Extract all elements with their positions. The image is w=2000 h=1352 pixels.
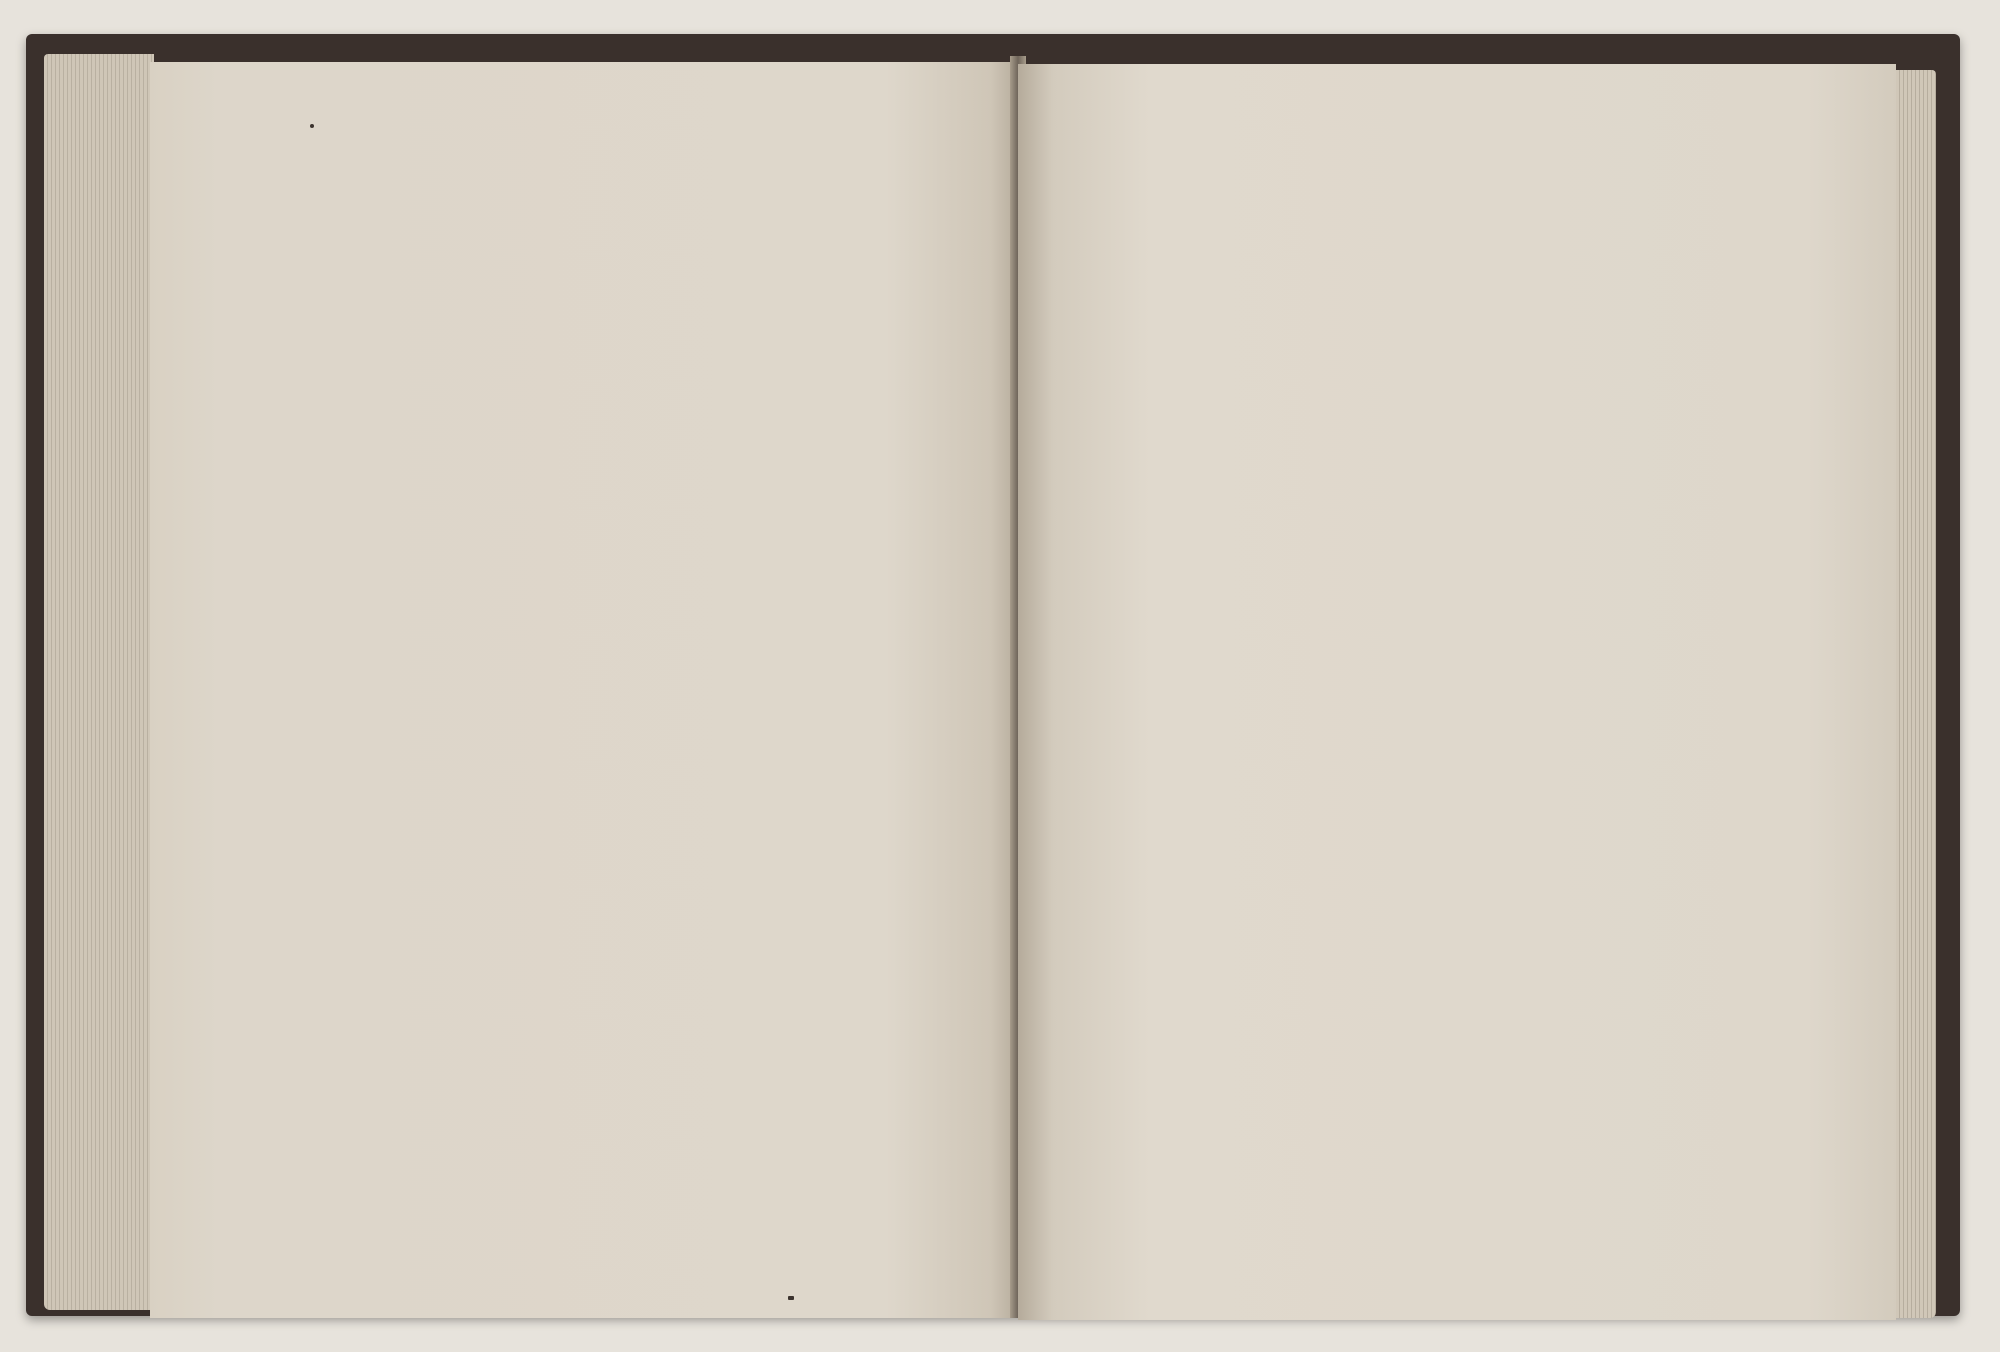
right-page	[1018, 64, 1896, 1320]
paper-speck	[788, 1296, 794, 1300]
left-page	[150, 62, 1016, 1318]
paper-speck	[310, 124, 314, 128]
page-edges-left	[44, 54, 154, 1310]
